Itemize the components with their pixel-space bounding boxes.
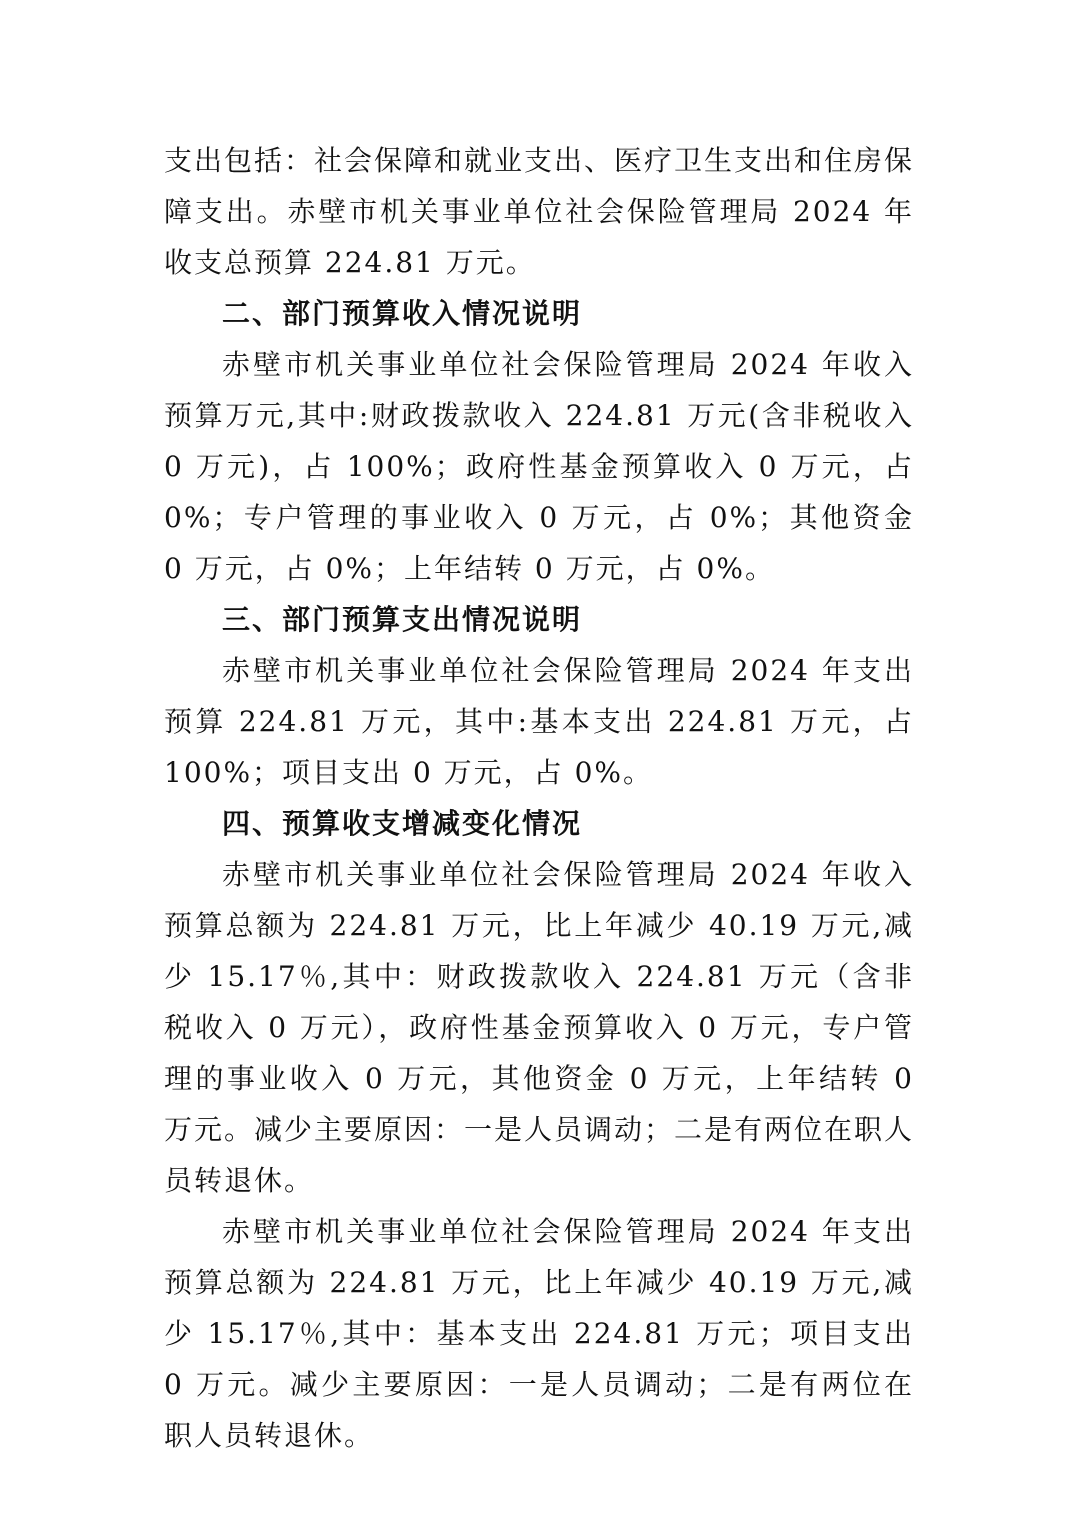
- section-heading-changes: 四、预算收支增减变化情况: [222, 807, 583, 840]
- expenditure-paragraph: 赤壁市机关事业单位社会保险管理局 2024 年支出预算 224.81 万元，其中:基本支出 224.81 万元，占 100%；项目支出 0 万元，占 0%。: [164, 654, 914, 789]
- section-heading-expenditure: 三、部门预算支出情况说明: [222, 603, 583, 636]
- document-body: [164, 135, 914, 1461]
- intro-continuation-paragraph: 支出包括：社会保障和就业支出、医疗卫生支出和住房保障支出。赤壁市机关事业单位社会保险管理局 2024 年收支总预算 224.81 万元。: [164, 144, 915, 279]
- expenditure-change-paragraph: 赤壁市机关事业单位社会保险管理局 2024 年支出预算总额为 224.81 万元，比上年减少 40.19 万元,减少 15.17％,其中：基本支出 224.81 万元；项目支出 0 万元。减少主要原因：一是人员调动；二是有两位在职人员转退休。: [164, 1215, 914, 1452]
- section-heading-income: 二、部门预算收入情况说明: [222, 297, 583, 330]
- income-paragraph: 赤壁市机关事业单位社会保险管理局 2024 年收入预算万元,其中:财政拨款收入 224.81 万元(含非税收入 0 万元)，占 100%；政府性基金预算收入 0 万元，占 0%；专户管理的事业收入 0 万元，占 0%；其他资金 0 万元，占 0%；上年结转 0 万元，占 0%。: [164, 348, 914, 585]
- income-change-paragraph: 赤壁市机关事业单位社会保险管理局 2024 年收入预算总额为 224.81 万元，比上年减少 40.19 万元,减少 15.17％,其中：财政拨款收入 224.81 万元（含非税收入 0 万元），政府性基金预算收入 0 万元，专户管理的事业收入 0 万元，其他资金 0 万元，上年结转 0 万元。减少主要原因：一是人员调动；二是有两位在职人员转退休。: [164, 858, 915, 1197]
